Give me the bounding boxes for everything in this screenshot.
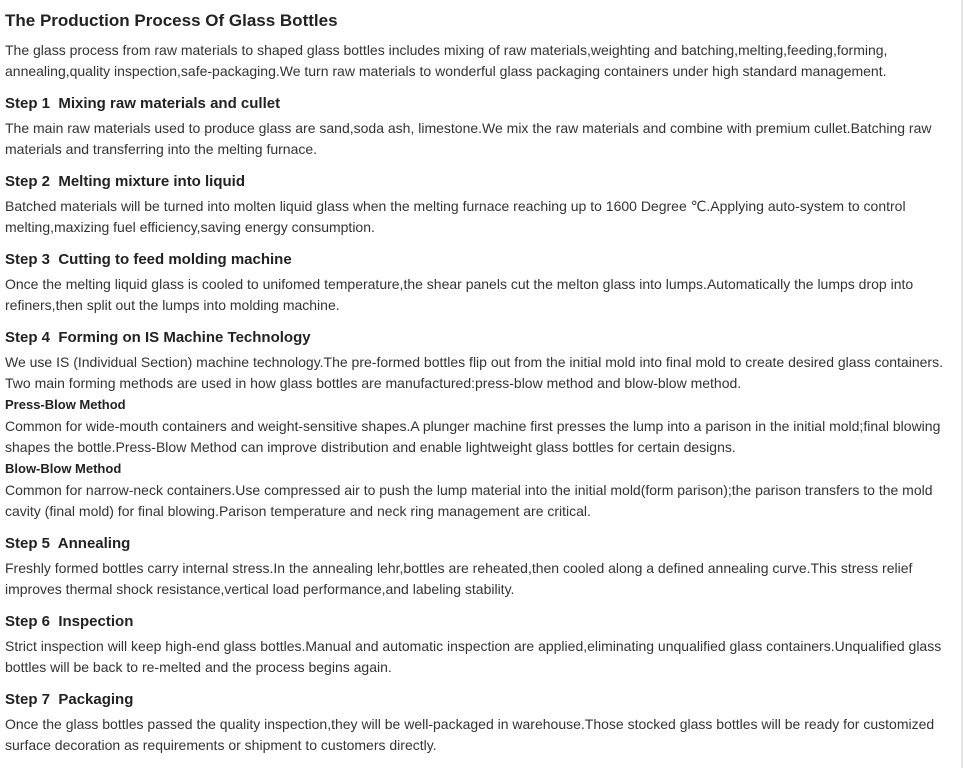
step-2-text: Batched materials will be turned into molten liquid glass when the melting furnace reaching up to 1600 Degree ℃.Applying auto-system to control melting,maxizing fuel efficiency,saving energy consumption. bbox=[5, 198, 906, 235]
step-7-heading: Step 7 Packaging bbox=[5, 691, 134, 708]
page-title: The Production Process Of Glass Bottles bbox=[5, 11, 338, 30]
step-2-section bbox=[5, 172, 957, 238]
blow-blow-method-heading: Blow-Blow Method bbox=[5, 461, 122, 476]
step-6-section bbox=[5, 612, 957, 678]
step-1-heading: Step 1 Mixing raw materials and cullet bbox=[5, 95, 281, 112]
step-6-text: Strict inspection will keep high-end glass bottles.Manual and automatic inspection are applied,eliminating unqualified glass containers.Unqualified glass bottles will be back to re-melted and the process begins again. bbox=[5, 638, 942, 675]
step-5-text: Freshly formed bottles carry internal stress.In the annealing lehr,bottles are reheated,then cooled along a defined annealing curve.This stress relief improves thermal shock resistance,vertical load performance,and labeling stability. bbox=[5, 560, 913, 597]
step-4-heading: Step 4 Forming on IS Machine Technology bbox=[5, 329, 311, 346]
step-1-section bbox=[5, 94, 957, 160]
step-7-section bbox=[5, 690, 957, 756]
step-1-text: The main raw materials used to produce glass are sand,soda ash, limestone.We mix the raw materials and combine with premium cullet.Batching raw materials and transferring into the melting furnace. bbox=[5, 120, 932, 157]
step-4-section bbox=[5, 328, 957, 522]
step-3-text: Once the melting liquid glass is cooled to unifomed temperature,the shear panels cut the melton glass into lumps.Automatically the lumps drop into refiners,then split out the lumps into molding machine. bbox=[5, 276, 914, 313]
step-5-section bbox=[5, 534, 957, 600]
step-7-text: Once the glass bottles passed the quality inspection,they will be well-packaged in warehouse.Those stocked glass bottles will be ready for customized surface decoration as requirements or shipment to customers directly. bbox=[5, 716, 935, 753]
intro-paragraph: The glass process from raw materials to shaped glass bottles includes mixing of raw materials,weighting and batching,melting,feeding,forming, annealing,quality inspection,safe-packaging.We turn raw materials to wonderful glass packaging containers under high standard management. bbox=[5, 42, 888, 79]
press-blow-method-heading: Press-Blow Method bbox=[5, 397, 126, 412]
step-2-heading: Step 2 Melting mixture into liquid bbox=[5, 173, 246, 190]
step-5-heading: Step 5 Annealing bbox=[5, 535, 131, 552]
step-3-section bbox=[5, 250, 957, 316]
press-blow-method-text: Common for wide-mouth containers and weight-sensitive shapes.A plunger machine first presses the lump into a parison in the initial mold;final blowing shapes the bottle.Press-Blow Method can improve distribution and enable lightweight glass bottles for certain designs. bbox=[5, 418, 941, 455]
step-3-heading: Step 3 Cutting to feed molding machine bbox=[5, 251, 292, 268]
step-4-text: We use IS (Individual Section) machine technology.The pre-formed bottles flip out from the initial mold into final mold to create desired glass containers. Two main forming methods are used in how glass bottles are manufactured:press-blow method and blow-blow method. bbox=[5, 354, 943, 391]
blow-blow-method-text: Common for narrow-neck containers.Use compressed air to push the lump material into the initial mold(form parison);the parison transfers to the mold cavity (final mold) for final blowing.Parison temperature and neck ring management are critical. bbox=[5, 482, 933, 519]
step-6-heading: Step 6 Inspection bbox=[5, 613, 134, 630]
